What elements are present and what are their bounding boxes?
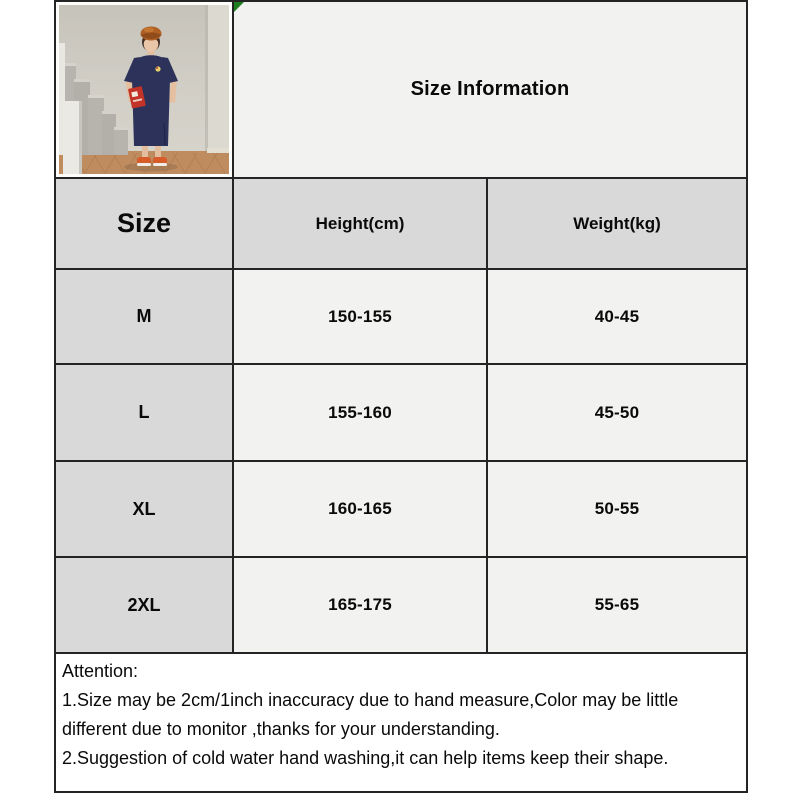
height-value-l: 155-160 <box>234 365 486 460</box>
height-value-2xl: 165-175 <box>234 558 486 652</box>
size-information-sheet <box>54 0 748 793</box>
size-row-label-2xl: 2XL <box>56 558 232 652</box>
column-header-height: Height(cm) <box>234 179 486 268</box>
height-value-m: 150-155 <box>234 270 486 363</box>
attention-notes <box>56 654 746 791</box>
height-value-xl: 160-165 <box>234 462 486 556</box>
attention-note-1: 1.Size may be 2cm/1inch inaccuracy due to hand measure,Color may be little different due to monitor ,thanks for your understanding. <box>62 690 679 739</box>
attention-note-2: 2.Suggestion of cold water hand washing,it can help items keep their shape. <box>62 748 669 768</box>
green-corner-marker-icon <box>234 2 244 12</box>
size-row-label-xl: XL <box>56 462 232 556</box>
column-header-weight: Weight(kg) <box>488 179 746 268</box>
sheet-title-cell <box>234 2 746 177</box>
weight-value-m: 40-45 <box>488 270 746 363</box>
column-header-size: Size <box>56 179 232 268</box>
size-row-label-m: M <box>56 270 232 363</box>
product-photo-illustration <box>59 5 229 174</box>
weight-value-l: 45-50 <box>488 365 746 460</box>
weight-value-xl: 50-55 <box>488 462 746 556</box>
attention-heading: Attention: <box>62 661 139 681</box>
product-photo <box>56 2 232 177</box>
weight-value-2xl: 55-65 <box>488 558 746 652</box>
size-row-label-l: L <box>56 365 232 460</box>
page-title: Size Information <box>410 78 570 100</box>
